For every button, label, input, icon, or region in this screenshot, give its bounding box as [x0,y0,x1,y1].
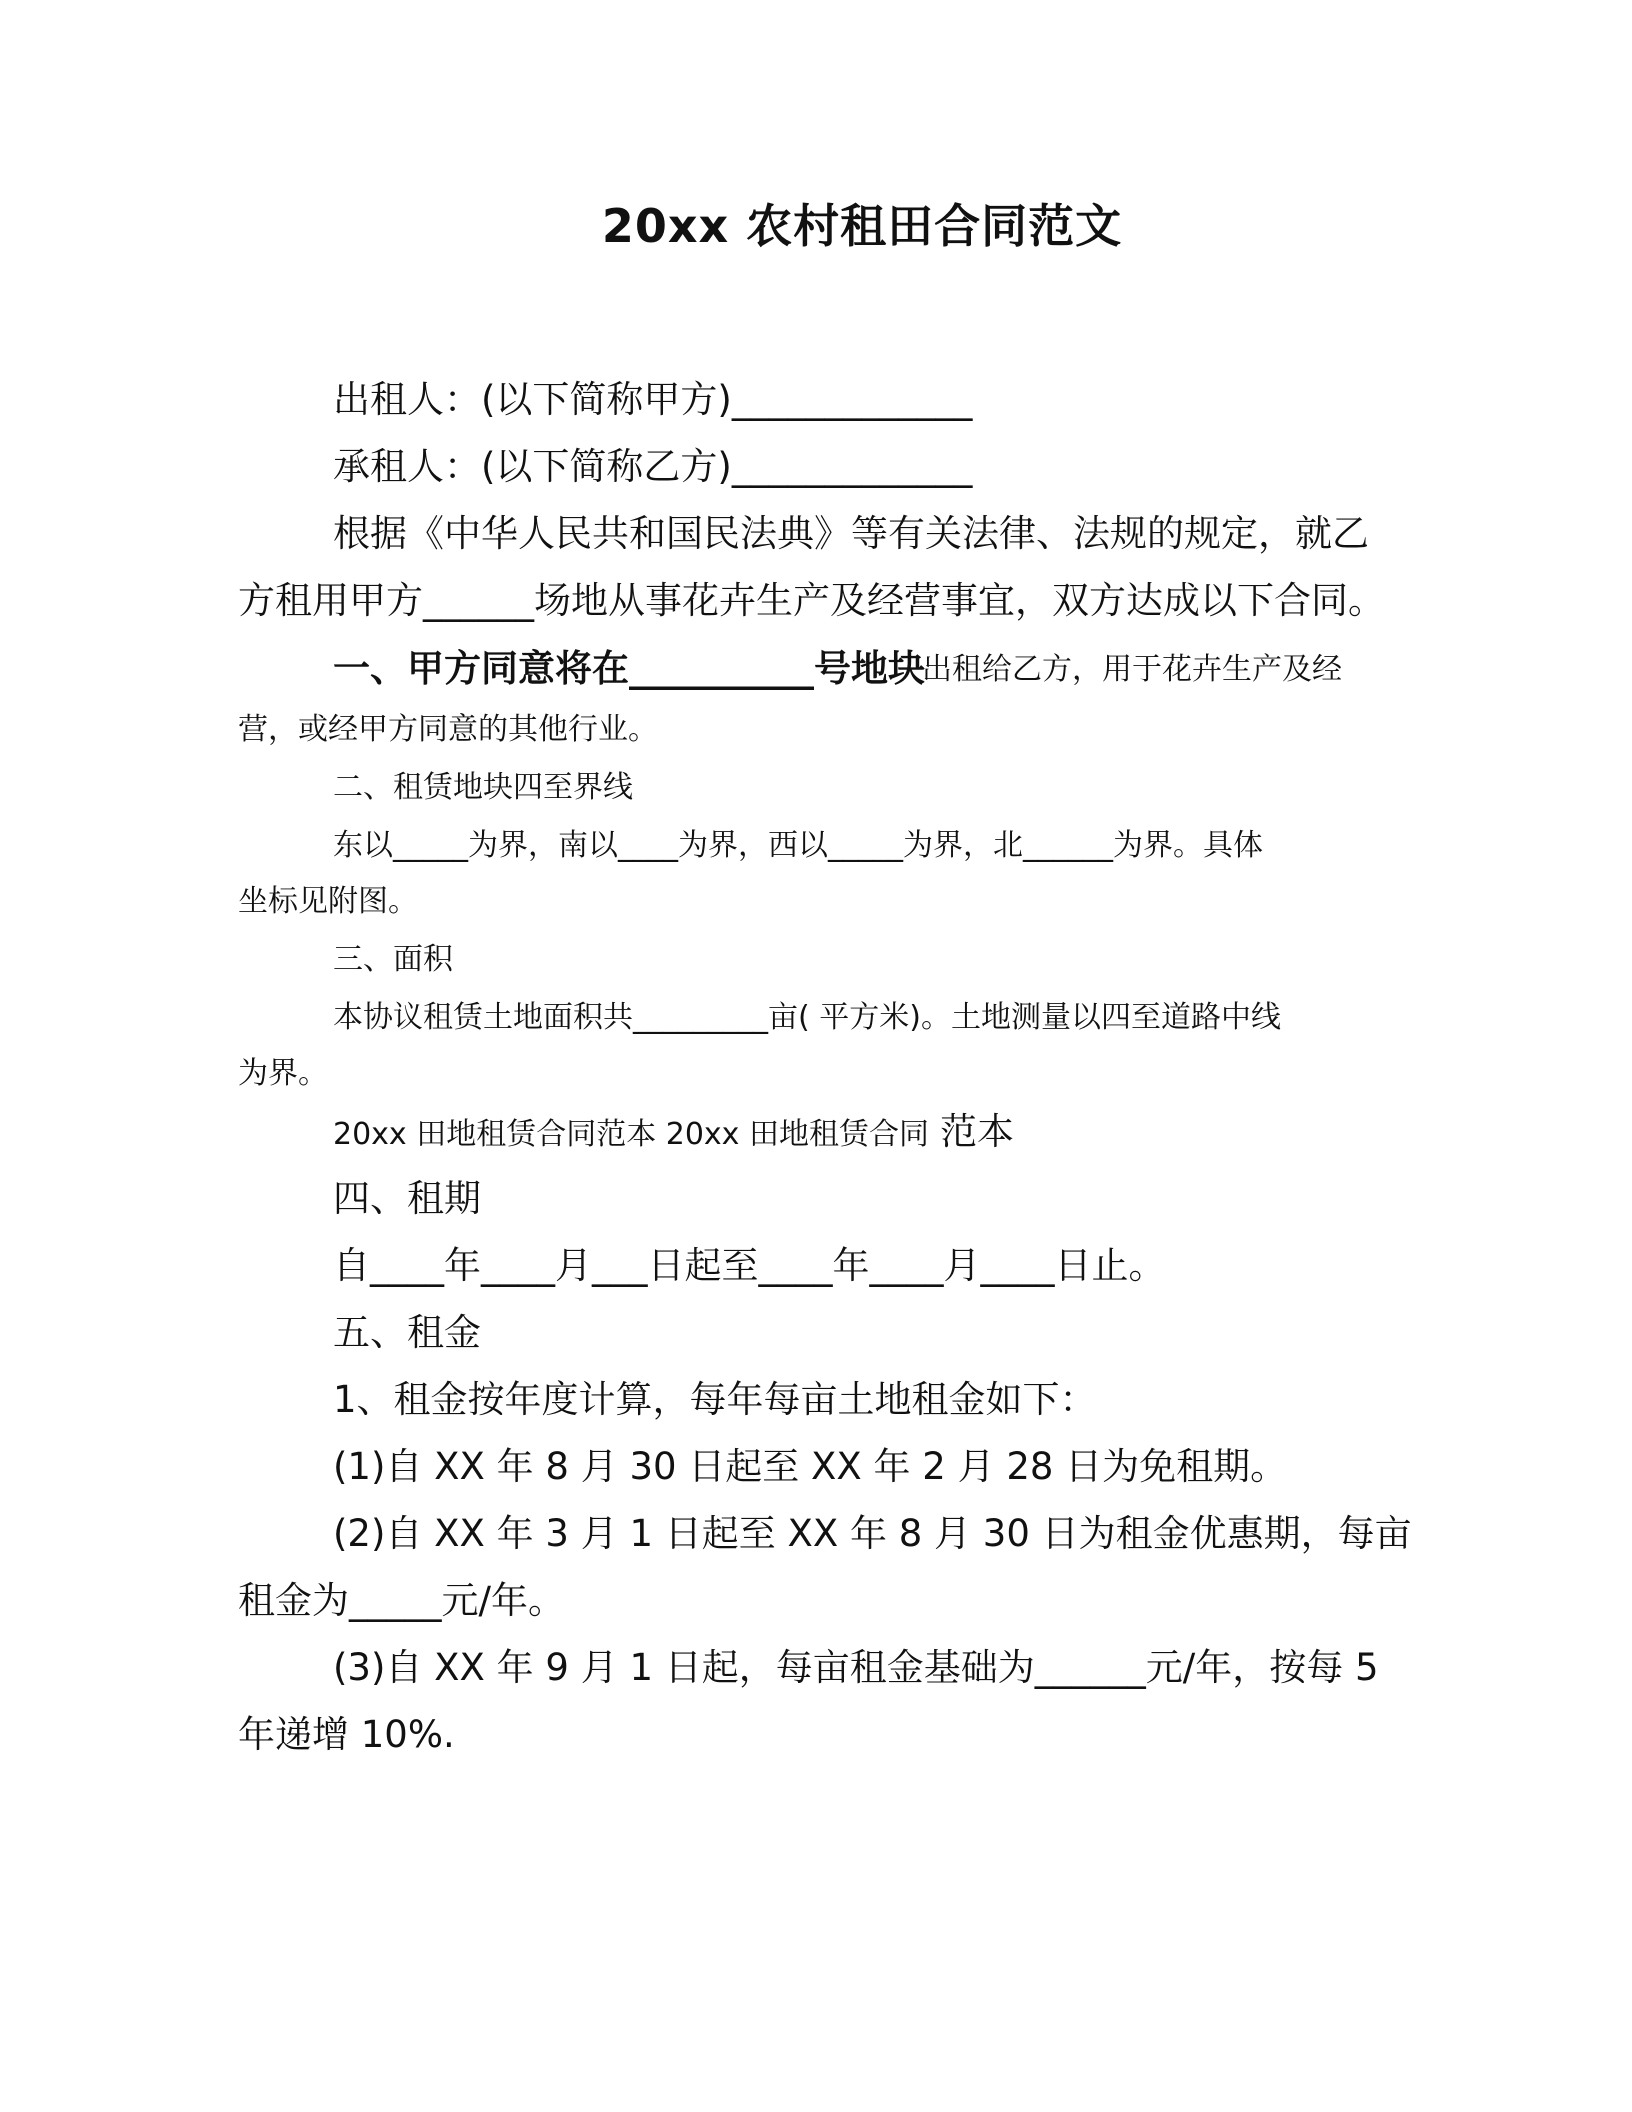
preamble-line-1: 根据《中华人民共和国民法典》等有关法律、法规的规定，就乙 [333,512,1369,555]
rent-subitem-1: (1)自 XX 年 8 月 30 日起至 XX 年 2 月 28 日为免租期。 [333,1445,1288,1488]
rent-item-1: 1、租金按年度计算，每年每亩土地租金如下： [333,1378,1097,1421]
clause-2-heading: 二、租赁地块四至界线 [333,770,633,805]
clause-1-continuation: 出租给乙方，用于花卉生产及经 [922,652,1342,687]
template-reference: 20xx 田地租赁合同范本 20xx 田地租赁合同 [333,1117,929,1152]
clause-3-heading: 三、面积 [333,942,453,977]
lease-term-line: 自____年____月___日起至____年____月____日止。 [333,1244,1166,1287]
rent-subitem-2-line-1: (2)自 XX 年 3 月 1 日起至 XX 年 8 月 30 日为租金优惠期，每亩 [333,1512,1412,1555]
lessor-line: 出租人：(以下简称甲方)_____________ [333,378,973,421]
clause-5-heading: 五、租金 [333,1311,481,1354]
clause-2-line-2: 坐标见附图。 [238,884,418,919]
clause-2-line-1: 东以_____为界，南以____为界，西以_____为界，北______为界。具体 [333,828,1263,863]
preamble-line-2: 方租用甲方______场地从事花卉生产及经营事宜，双方达成以下合同。 [238,579,1385,622]
clause-3-line-1: 本协议租赁土地面积共_________亩( 平方米)。土地测量以四至道路中线 [333,1000,1281,1035]
clause-3-line-2: 为界。 [238,1056,328,1091]
template-reference-end: 范本 [940,1110,1014,1153]
rent-subitem-3-line-2: 年递增 10%. [238,1713,455,1756]
rent-subitem-3-line-1: (3)自 XX 年 9 月 1 日起，每亩租金基础为______元/年，按每 5 [333,1646,1379,1689]
clause-1-line-2: 营，或经甲方同意的其他行业。 [238,712,658,747]
rent-subitem-2-line-2: 租金为_____元/年。 [238,1579,565,1622]
clause-1-heading: 一、甲方同意将在__________号地块 [333,647,925,690]
document-title: 20xx 农村租田合同范文 [601,199,1123,253]
clause-4-heading: 四、租期 [333,1177,481,1220]
lessee-line: 承租人：(以下简称乙方)_____________ [333,445,973,488]
